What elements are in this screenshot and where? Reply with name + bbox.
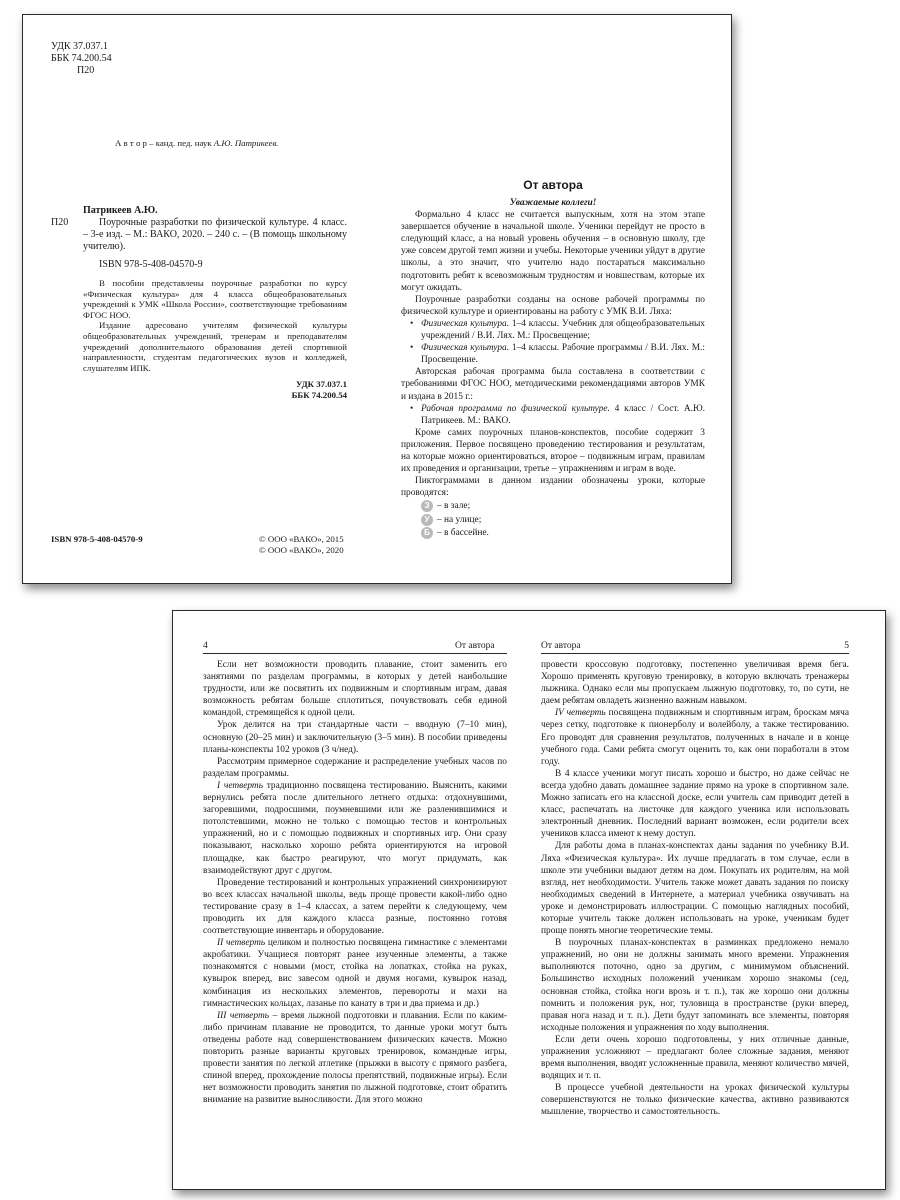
quarter-4-text: посвящена подвижным и спортивным играм, броскам мяча через сетку, подготовке к пионерболу и волейболу, а также тестированию. Его проводят для сравнения результатов, полученных в начале и в конце учебного года. Сами ребята смогут оценить то, как они поработали в этом году. bbox=[541, 708, 849, 767]
header-rule-right bbox=[541, 653, 849, 654]
udk-bottom: УДК 37.037.1 bbox=[296, 379, 347, 390]
author-name: А.Ю. Патрикеев. bbox=[213, 138, 279, 148]
annotation-paragraph-1: В пособии представлены поурочные разработки по курсу «Физическая культура» для 4 класса общеобразовательных учреждений к УМК «Школа России», соответствующие требованиям ФГОС НОО. bbox=[83, 278, 347, 320]
quarter-1-text: традиционно посвящена тестированию. Выяснить, какими вернулись ребята после длительного летнего отдыха: отдохнувшими, загоревшими, подросшими, поумневшими или же разленившимися и потолстевшими, можно не только с помощью тестов и контрольных упражнений, но и с помощью подвижных и спортивных игр. Они сразу показывают, насколько хорошо ребята ориентируются на игровой площадке, как быстро реагируют, что могут придумать, как взаимодействуют друг с другом. bbox=[203, 780, 508, 876]
biblio-author: Патрикеев А.Ю. bbox=[83, 205, 158, 216]
bibliographic-record bbox=[51, 205, 347, 401]
pictogram-outdoor bbox=[421, 514, 705, 526]
paragraph: Проведение тестирований и контрольных упражнений синхронизируют во всех классах начальной школы, ведь проще провести какой-либо одно тестирование сразу в 1–4 классах, а затем перейти к следующему, чем проводить их для каждого класса разные, постоянно готовя соответствующие инвентарь и оборудование. bbox=[203, 877, 507, 937]
paragraph: В поурочных планах-конспектах в разминках предложено немало упражнений, но они не должны занимать много времени. Упражнения выполняются поточно, одно за другим, с минимумом объяснений. Большинство исходных положений ученикам хорошо знакомы (сед, основная стойка, стойка ноги врозь и т. п.), так же хорошо они должны помнить и положения рук, ног, туловища в пространстве (руки вперед, правая нога назад и т. п.). Дети будут запоминать все элементы, повторяя исходные положения и упражнения по ходу выполнения. bbox=[541, 938, 849, 1033]
running-head-left: От автора bbox=[455, 641, 495, 651]
quarter-1-label: I четверть bbox=[217, 780, 263, 791]
bbk-code: ББК 74.200.54 bbox=[51, 53, 112, 64]
pictogram-outdoor-label: – на улице; bbox=[437, 514, 482, 525]
paragraph-quarter-2 bbox=[203, 937, 507, 1010]
classification-codes bbox=[51, 41, 112, 77]
paragraph: В процессе учебной деятельности на уроках физической культуры совершенствуются не только физические качества, активно развиваются мышление, творчество и самостоятельность. bbox=[541, 1083, 849, 1118]
author-prefix: А в т о р – канд. пед. наук bbox=[115, 138, 214, 148]
author-mark: П20 bbox=[77, 65, 95, 76]
author-credit bbox=[115, 138, 375, 149]
quarter-4-label: IV четверть bbox=[555, 708, 606, 719]
biblio-text: Поурочные разработки по физической культуре. 4 класс. – 3-е изд. – М.: ВАКО, 2020. – 240 с. – (В помощь школьному учителю). bbox=[83, 217, 347, 252]
foreword-paragraph-5: Пиктограммами в данном издании обозначены уроки, которые проводятся: bbox=[401, 476, 705, 499]
bullet-3-text: 4 класс / Сост. А.Ю. Патрикеев. М.: ВАКО. bbox=[421, 403, 705, 426]
foreword-paragraph-1: Формально 4 класс не считается выпускным, хотя на этом этапе завершается обучение в начальной школе. Ученики перейдут не просто в следующий класс, а на новый уровень обучения – в основную школу, где уже совсем другой темп жизни и учебы. Некоторые ученики уйдут в другие школы, а это значит, что учителю надо постараться максимально подготовить ребят к всевозможным трудностям и новшествам, которые их могут ожидать. bbox=[401, 210, 705, 293]
copyright-line-1: © ООО «ВАКО», 2015 bbox=[259, 534, 344, 544]
foreword-paragraph-2: Поурочные разработки созданы на основе рабочей программы по физической культуре и ориентированы на работу с УМК В.И. Ляха: bbox=[401, 294, 705, 317]
header-rule-left bbox=[203, 653, 507, 654]
foreword-paragraph-4: Кроме самих поурочных планов-конспектов, пособие содержит 3 приложения. Первое посвящено проведению тестирования и результатам, на которые можно ориентироваться, второе – подвижным играм, правилам их проведения и организации, третье – упражнениям и играм в воде. bbox=[401, 427, 705, 475]
paragraph-quarter-1 bbox=[203, 780, 507, 877]
outdoor-pictogram-icon: У bbox=[421, 514, 433, 526]
paragraph-quarter-3 bbox=[203, 1010, 507, 1107]
biblio-index: П20 bbox=[51, 217, 69, 228]
quarter-2-text: целиком и полностью посвящена гимнастике с элементами акробатики. Учащиеся повторят ранее изученные элементы, а также познакомятся с новыми (мост, стойка на лопатках, стойка на руках, кувырок вперед, вис завесом одной и двумя ногами, кувырок назад, комбинация из нескольких элементов, перевороты и махи на гимнастических кольцах, лазанье по канату в три и два приема и др.) bbox=[203, 938, 508, 1009]
pool-pictogram-icon: Б bbox=[421, 527, 433, 539]
page-4-text bbox=[203, 659, 507, 1106]
isbn-footer: ISBN 978-5-408-04570-9 bbox=[51, 534, 143, 544]
page-number-left: 4 bbox=[203, 641, 208, 651]
running-head-right: От автора bbox=[541, 641, 581, 651]
page-5-text bbox=[541, 659, 849, 1119]
pictogram-pool-label: – в бассейне. bbox=[437, 528, 489, 538]
content-spread bbox=[172, 610, 886, 1190]
paragraph: Если дети очень хорошо подготовлены, у них отличные данные, упражнения усложняют – предлагают более сложные задания, меняют время выполнения, вводят усложненные правила, меняют количество мячей, водящих и т. п. bbox=[541, 1034, 849, 1082]
copyright-block bbox=[259, 534, 344, 555]
quarter-2-label: II четверть bbox=[217, 938, 266, 949]
paragraph: В 4 классе ученики могут писать хорошо и быстро, но даже сейчас не всегда удобно давать домашнее задание прямо на уроке в спортивном зале. Можно записать его на классной доске, если учитель сам приводит детей в класс, распечатать на листочке для каждого ученика или использовать электронный дневник. Последний вариант возможен, если родители всех учеников класса имеют к нему доступ. bbox=[541, 768, 849, 840]
pictogram-hall-label: – в зале; bbox=[437, 501, 471, 512]
bullet-2-title: Физическая культура. bbox=[421, 343, 510, 354]
isbn-line: ISBN 978-5-408-04570-9 bbox=[99, 259, 203, 270]
paragraph: Если нет возможности проводить плавание, стоит заменить его занятиями по разделам программы, в которых у детей наибольшие трудности, или же посвятить их подвижным и спортивным играм, давая возможность ребятам больше сплотиться, почувствовать себя единой командой, стремящейся к одной цели. bbox=[203, 660, 507, 719]
annotation-paragraph-2: Издание адресовано учителям физической культуры общеобразовательных учреждений, тренерам и преподавателям учреждений дополнительного образования детей спортивной направленности, студентам педагогических вузов и колледжей, слушателям ИПК. bbox=[83, 320, 347, 373]
udk-code: УДК 37.037.1 bbox=[51, 41, 109, 52]
program-bullet bbox=[401, 403, 705, 427]
paragraph: Рассмотрим примерное содержание и распределение учебных часов по разделам программы. bbox=[203, 756, 507, 779]
hall-pictogram-icon: З bbox=[421, 500, 433, 512]
bbk-bottom: ББК 74.200.54 bbox=[291, 389, 347, 400]
page-number-right: 5 bbox=[844, 641, 849, 651]
biblio-description bbox=[51, 217, 347, 253]
textbook-bullet-1 bbox=[401, 318, 705, 342]
pictogram-hall bbox=[421, 500, 705, 512]
foreword-paragraph-3: Авторская рабочая программа была составлена в соответствии с требованиями ФГОС НОО, методическими рекомендациями авторов УМК и издана в 2015 г.: bbox=[401, 367, 705, 402]
paragraph: провести кроссовую подготовку, постепенно увеличивая время бега. Хорошо применять круговую тренировку, в которую включать тренажеры лыжника. Однако если мы пропускаем лыжную подготовку, то, по сути, не даем ребятам овладеть жизненно важным навыком. bbox=[541, 660, 849, 707]
foreword-heading: От автора bbox=[523, 178, 583, 192]
foreword-page bbox=[401, 177, 705, 539]
bullet-1-text: 1–4 классы. Учебник для общеобразовательных учреждений / В.И. Лях. М.: Просвещение; bbox=[421, 318, 705, 342]
paragraph: Для работы дома в планах-конспектах даны задания по учебнику В.И. Ляха «Физическая культура». Их лучше предлагать в том случае, если в школе эти учебники выдают детям на дом. Покупать их родителям, на мой взгляд, нет необходимости. Учитель также может давать задания по поиску необходимых сведений в Интернете, а материал учебника озвучивать на уроке и демонстрировать иллюстрации. С помощью наглядных пособий, которые учитель также должен использовать на уроке, ученикам будет проще понять многие теоретические темы. bbox=[541, 841, 849, 937]
copyright-line-2: © ООО «ВАКО», 2020 bbox=[259, 544, 344, 555]
bullet-1-title: Физическая культура. bbox=[421, 318, 510, 329]
paragraph-quarter-4 bbox=[541, 707, 849, 767]
quarter-3-label: III четверть bbox=[217, 1010, 270, 1021]
quarter-3-text: – время лыжной подготовки и плавания. Если по каким-либо причинам плавание не проводится, то данные уроки могут быть отведены работе над совершенствованием физических качеств. Можно повторить разные варианты круговых тренировок, командные игры, провести занятия по легкой атлетике (прыжки в высоту с прямого разбега, спиной вперед, прохождение полосы препятствий, подвижные игры). Если нет возможности проводить занятия по лыжной подготовке, стоит обратить внимание на развитие выносливости. Для этого можно bbox=[203, 1010, 508, 1106]
pictogram-pool bbox=[421, 527, 705, 539]
paragraph: Урок делится на три стандартные части – вводную (7–10 мин), основную (20–25 мин) и заключительную (3–5 мин). В пособии приведены планы-конспекты 102 уроков (3 ч/нед). bbox=[203, 720, 507, 755]
bullet-3-title: Рабочая программа по физической культуре. bbox=[421, 403, 610, 414]
bullet-2-text: 1–4 классы. Рабочие программы / В.И. Лях. М.: Просвещение. bbox=[421, 343, 705, 366]
greeting: Уважаемые коллеги! bbox=[509, 198, 597, 208]
title-spread bbox=[22, 14, 732, 584]
textbook-bullet-2 bbox=[401, 342, 705, 366]
pictogram-legend bbox=[401, 500, 705, 539]
